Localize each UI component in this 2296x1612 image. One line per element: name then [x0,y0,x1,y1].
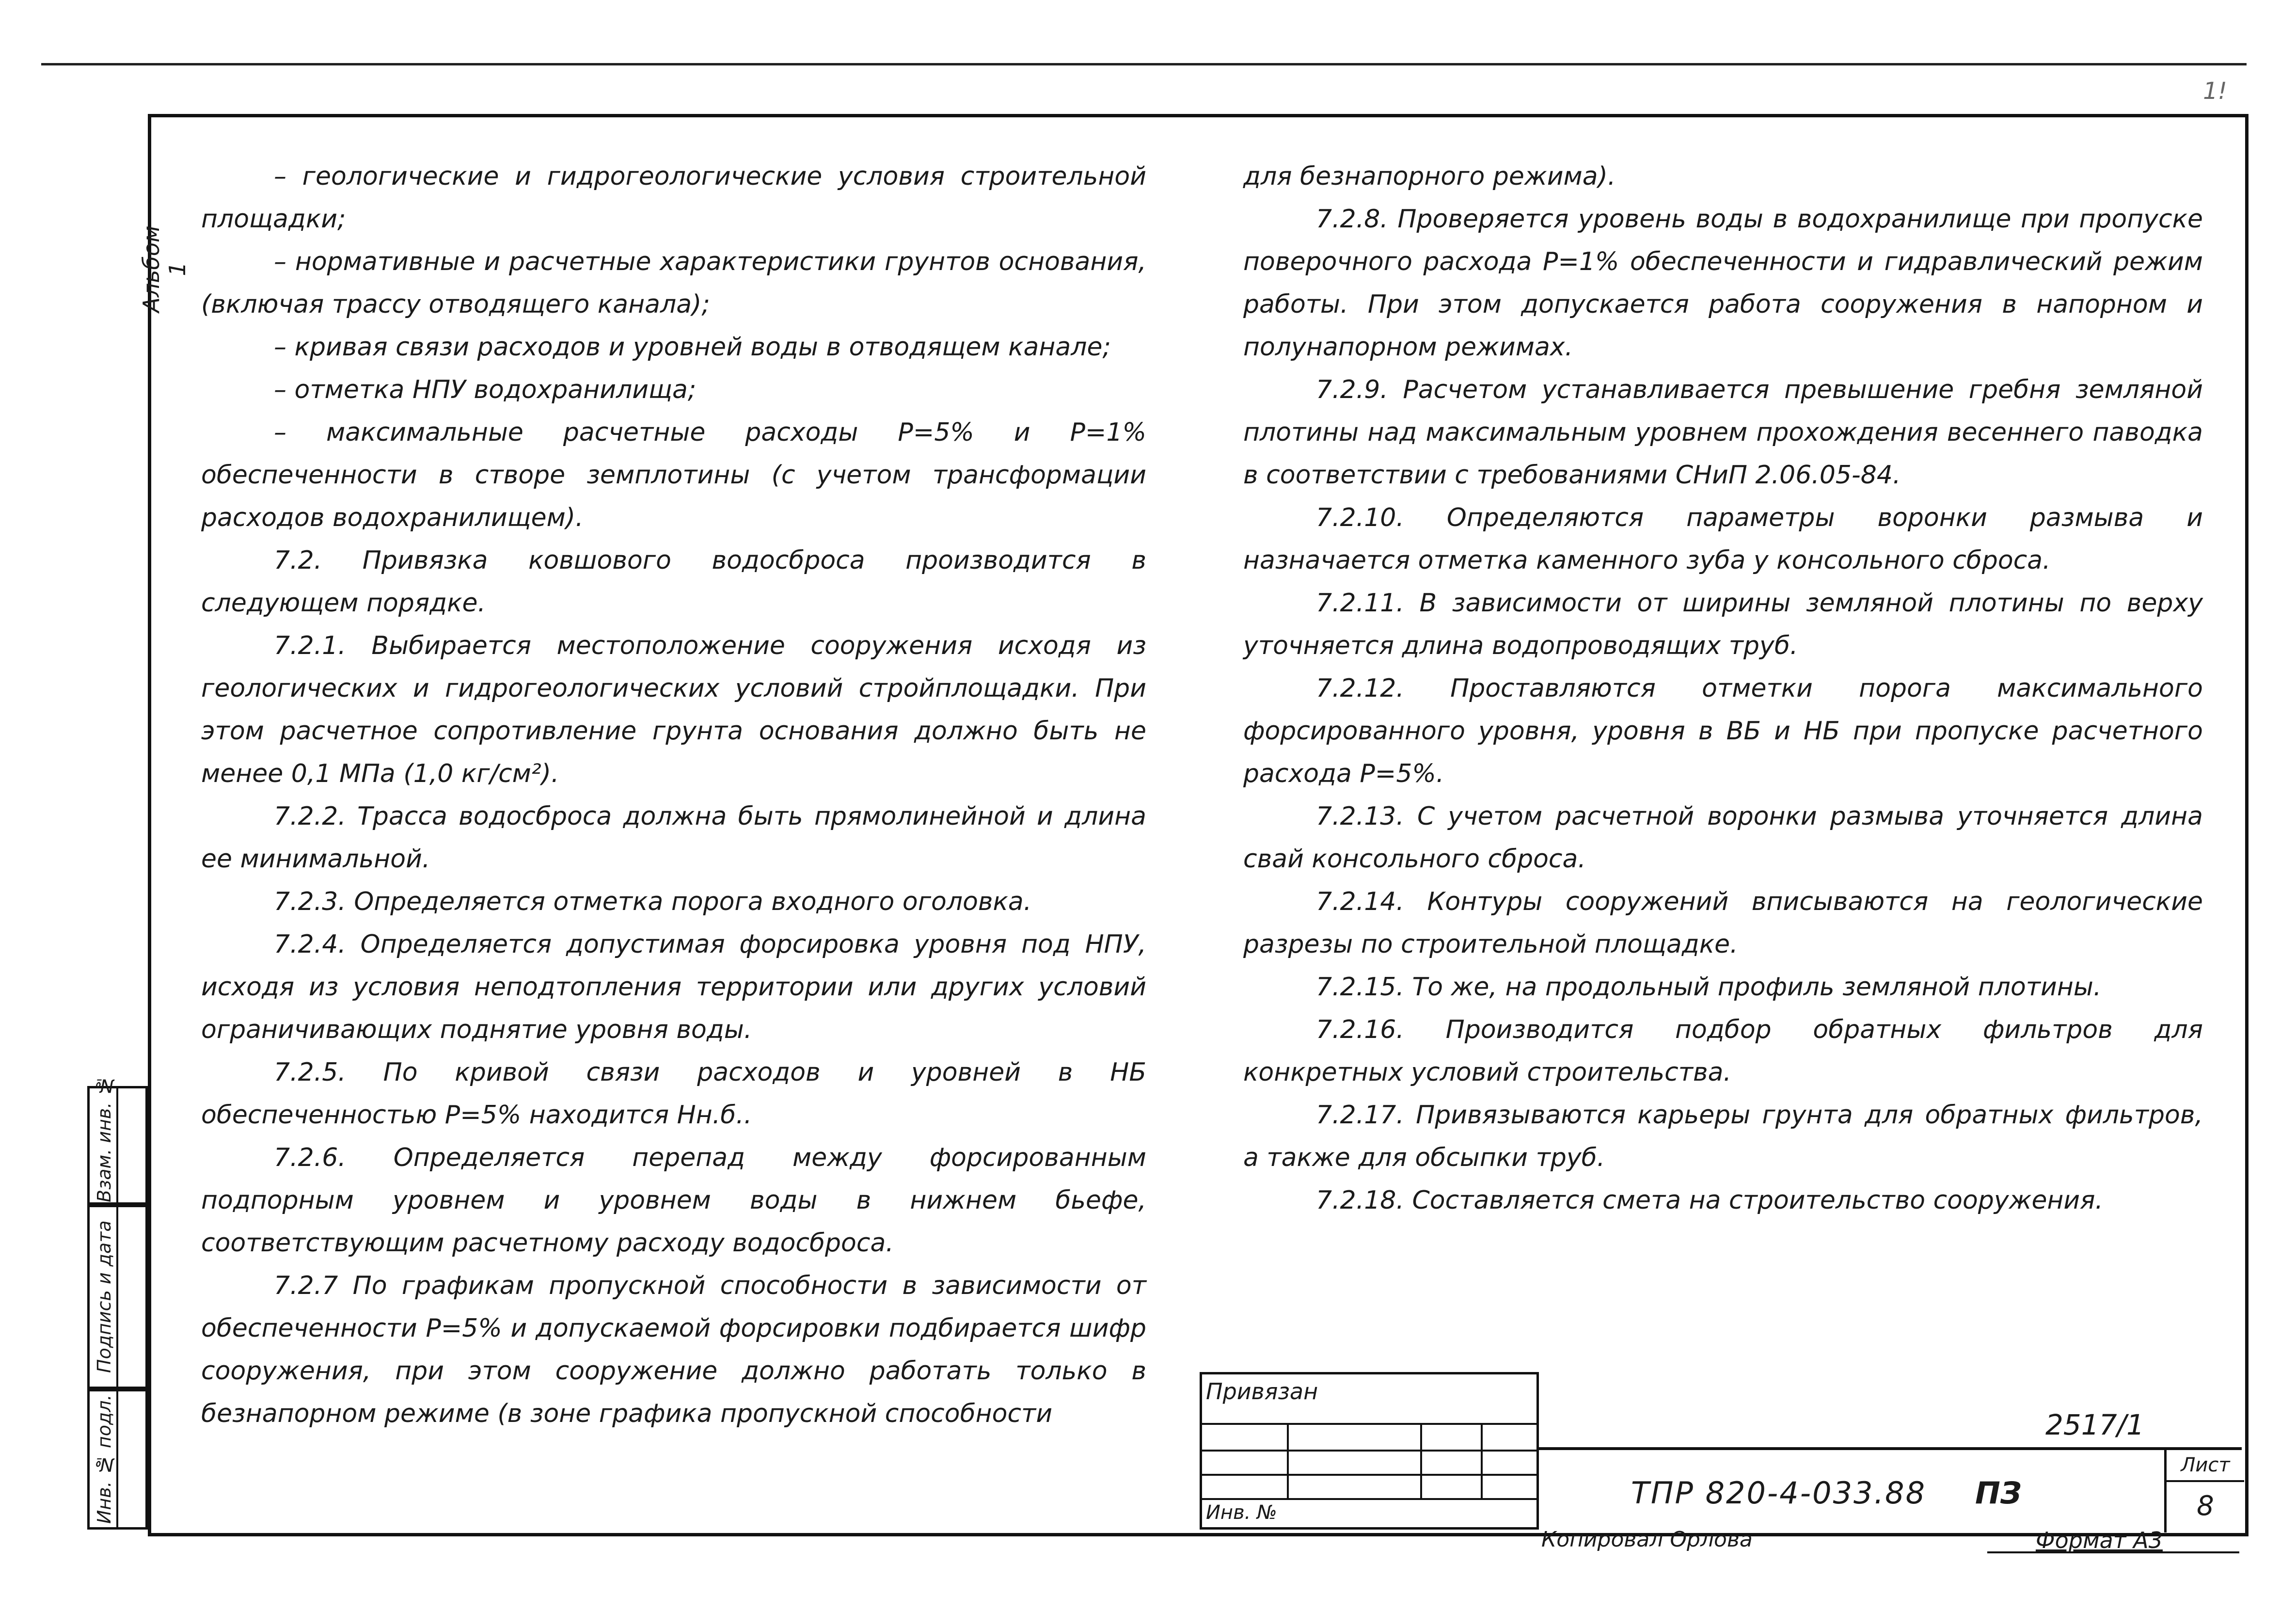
binding-stamp [1200,1372,1539,1530]
left-paragraph: 7.2.5. По кривой связи расходов и уровней в НБ обеспеченностью Р=5% находится Нн.б.. [201,1058,1146,1130]
right-paragraph: 7.2.9. Расчетом устанавливается превышение гребня земляной плотины над максимальным уровнем прохождения весеннего паводка в соответствии с требованиями СНиП 2.06.05-84. [1243,375,2203,490]
right-paragraph: 7.2.13. С учетом расчетной воронки размыва уточняется длина свай консольного сброса. [1243,802,2203,874]
document-code: ПЗ [1975,1475,2022,1511]
side-stamp-replaced-inv-label: Взам. инв. № [94,1075,115,1202]
right-paragraph: 7.2.15. То же, на продольный профиль земляной плотины. [1316,973,2102,1002]
side-stamp-signature-label: Подпись и дата [94,1220,115,1373]
right-paragraph: 7.2.12. Проставляются отметки порога максимального форсированного уровня, уровня в ВБ и НБ при пропуске расчетного расхода Р=5%. [1243,674,2203,788]
paper-format: Формат А3 [2036,1527,2163,1553]
album-label: Альбом 1 [138,225,190,313]
right-paragraph: 7.2.17. Привязываются карьеры грунта для обратных фильтров, а также для обсыпки труб. [1243,1101,2203,1172]
inventory-number-label: Инв. № [1206,1501,1277,1524]
binding-stamp-row-line [1202,1423,1536,1425]
left-paragraph: 7.2.4. Определяется допустимая форсировка уровня под НПУ, исходя из условия неподтопления территории или других условий ограничивающих поднятие уровня воды. [201,930,1146,1044]
copied-by: Копировал Орлова [1541,1527,1753,1552]
right-paragraph: 7.2.8. Проверяется уровень воды в водохранилище при пропуске поверочного расхода Р=1% обеспеченности и гидравлический режим работы. При этом допускается работа сооружения в напорном и полунапорном режимах. [1243,205,2203,362]
binding-stamp-col-line [1287,1423,1289,1498]
right-paragraph: для безнапорного режима). [1243,162,1616,191]
side-stamp-inv-original-label: Инв. № подл. [94,1394,115,1524]
binding-stamp-row-line [1202,1498,1536,1500]
right-paragraph: 7.2.11. В зависимости от ширины земляной плотины по верху уточняется длина водопроводящих труб. [1243,589,2203,660]
corner-number: 1! [2203,78,2227,105]
right-text-column [1243,155,2203,1222]
left-paragraph: 7.2.6. Определяется перепад между форсированным подпорным уровнем и уровнем воды в нижнем бьефе, соответствующим расчетному расходу водосброса. [201,1143,1146,1258]
album-code: 2517/1 [2045,1408,2145,1441]
left-text-column [201,155,1146,1435]
right-paragraph: 7.2.10. Определяются параметры воронки размыва и назначается отметка каменного зуба у консольного сброса. [1243,503,2203,575]
left-paragraph: 7.2.1. Выбирается местоположение сооружения исходя из геологических и гидрогеологических условий стройплощадки. При этом расчетное сопротивление грунта основания должно быть не менее 0,1 МПа (1,0 кг/см²). [201,631,1146,788]
binding-stamp-col-line [1420,1423,1422,1498]
left-paragraph: 7.2.3. Определяется отметка порога входного оголовка. [274,887,1032,916]
binding-stamp-row-line [1202,1474,1536,1476]
sheet-top-line [41,63,2247,65]
left-paragraph: 7.2.7 По графикам пропускной способности в зависимости от обеспеченности Р=5% и допускаемой форсировки подбирается шифр сооружения, при этом сооружение должно работать только в безнапорном режиме (в зоне графика пропускной способности [201,1271,1146,1428]
left-paragraph: 7.2. Привязка ковшового водосброса производится в следующем порядке. [201,546,1146,618]
right-paragraph: 7.2.14. Контуры сооружений вписываются на геологические разрезы по строительной площадке. [1243,887,2203,959]
binding-stamp-row-line [1202,1450,1536,1452]
left-paragraph: – нормативные и расчетные характеристики грунтов основания, (включая трассу отводящего канала); [201,247,1146,319]
sheet-box [2164,1450,2244,1532]
left-paragraph: – максимальные расчетные расходы Р=5% и Р=1% обеспеченности в створе земплотины (с учетом трансформации расходов водохранилищем). [201,418,1146,532]
main-title-block [1539,1447,2242,1532]
side-stamp [87,1075,148,1530]
right-paragraph: 7.2.16. Производится подбор обратных фильтров для конкретных условий строительства. [1243,1015,2203,1087]
binding-stamp-col-line [1481,1423,1483,1498]
document-number: ТПР 820-4-033.88 [1631,1475,1927,1511]
left-paragraph: 7.2.2. Трасса водосброса должна быть прямолинейной и длина ее минимальной. [201,802,1146,874]
left-paragraph: – геологические и гидрогеологические условия строительной площадки; [201,162,1146,234]
side-stamp-divider [116,1086,118,1530]
left-paragraph: – кривая связи расходов и уровней воды в отводящем канале; [274,333,1111,362]
binding-stamp-label: Привязан [1206,1378,1318,1405]
right-paragraph: 7.2.18. Составляется смета на строительство сооружения. [1316,1186,2104,1215]
sheet-label: Лист [2167,1450,2244,1482]
footer-line [1987,1551,2239,1553]
left-paragraph: – отметка НПУ водохранилища; [274,375,697,404]
sheet-number: 8 [2197,1490,2214,1522]
